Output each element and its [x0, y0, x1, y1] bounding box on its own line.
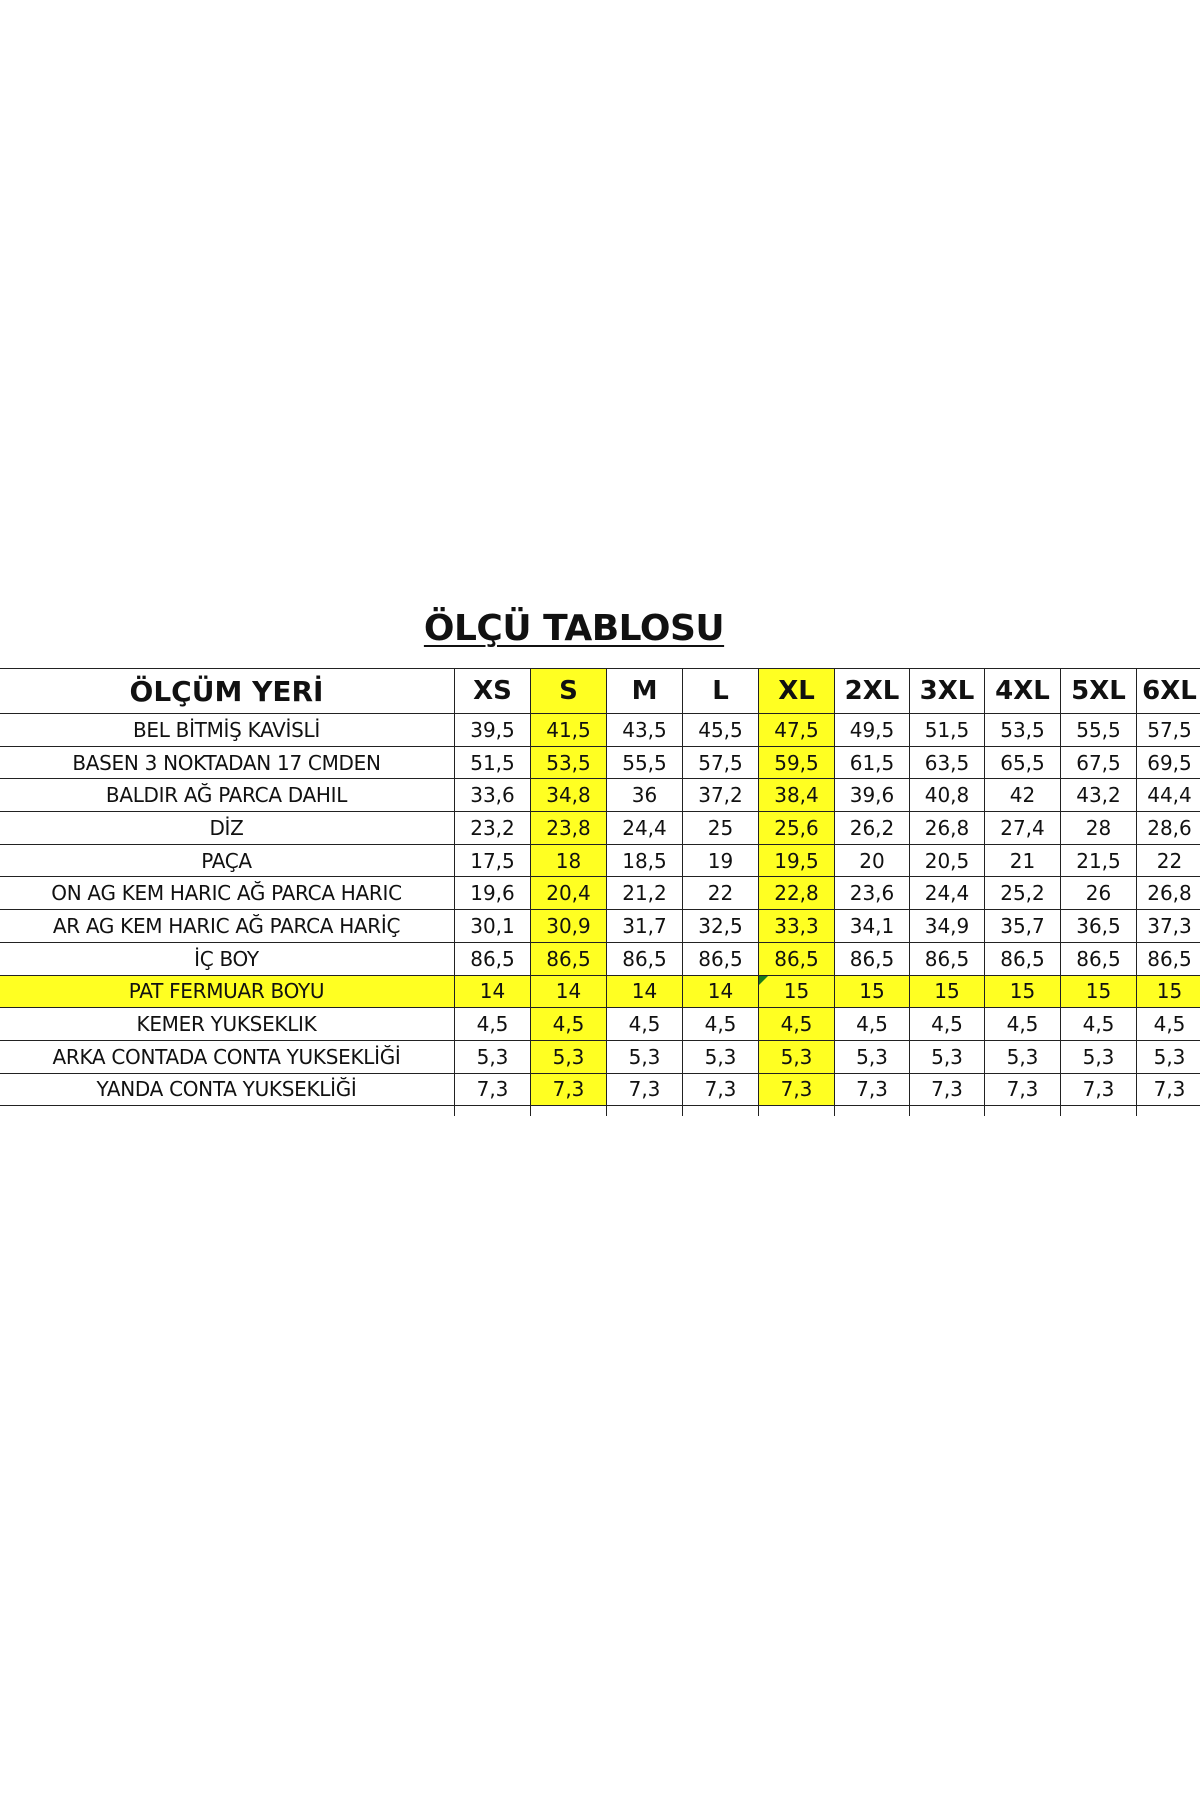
- column-header-m: M: [607, 669, 683, 714]
- table-cell-3xl: 26,8: [910, 812, 985, 845]
- table-cell-3xl: 24,4: [910, 877, 985, 910]
- table-cell-s: 23,8: [531, 812, 607, 845]
- table-cell-s: 4,5: [531, 1008, 607, 1041]
- table-cell-xs: 19,6: [455, 877, 531, 910]
- table-row: [0, 844, 1200, 877]
- table-cell-5xl: 4,5: [1061, 1008, 1137, 1041]
- table-cell-s: 34,8: [531, 779, 607, 812]
- table-cell-2xl: 34,1: [835, 910, 910, 943]
- table-cell-5xl: 15: [1061, 975, 1137, 1008]
- row-label: BASEN 3 NOKTADAN 17 CMDEN: [0, 746, 455, 779]
- table-row: [0, 910, 1200, 943]
- table-cell-m: 7,3: [607, 1073, 683, 1106]
- table-cell-3xl: 15: [910, 975, 985, 1008]
- table-cell-xl: 33,3: [759, 910, 835, 943]
- table-cell-3xl: 5,3: [910, 1040, 985, 1073]
- table-cell-xs: 39,5: [455, 714, 531, 747]
- table-cell-m: 21,2: [607, 877, 683, 910]
- table-cell-m: 14: [607, 975, 683, 1008]
- row-label: BEL BİTMİŞ KAVİSLİ: [0, 714, 455, 747]
- table-cell-4xl: 15: [985, 975, 1061, 1008]
- table-cell-xl: 59,5: [759, 746, 835, 779]
- table-row: [0, 1040, 1200, 1073]
- table-cell-s: 14: [531, 975, 607, 1008]
- row-label: BALDIR AĞ PARCA DAHIL: [0, 779, 455, 812]
- table-row: [0, 877, 1200, 910]
- table-tail-cell: [0, 1106, 455, 1117]
- column-header-4xl: 4XL: [985, 669, 1061, 714]
- table-cell-2xl: 86,5: [835, 942, 910, 975]
- table-row: [0, 714, 1200, 747]
- table-tail-cell: [531, 1106, 607, 1117]
- table-row: [0, 975, 1200, 1008]
- table-cell-s: 18: [531, 844, 607, 877]
- table-cell-5xl: 28: [1061, 812, 1137, 845]
- table-cell-xs: 23,2: [455, 812, 531, 845]
- table-cell-s: 30,9: [531, 910, 607, 943]
- table-cell-xl: 4,5: [759, 1008, 835, 1041]
- column-header-3xl: 3XL: [910, 669, 985, 714]
- table-cell-l: 19: [683, 844, 759, 877]
- table-cell-m: 86,5: [607, 942, 683, 975]
- table-body: [0, 714, 1200, 1117]
- table-cell-2xl: 61,5: [835, 746, 910, 779]
- table-cell-xs: 51,5: [455, 746, 531, 779]
- table-cell-xl: 5,3: [759, 1040, 835, 1073]
- row-label: PAT FERMUAR BOYU: [0, 975, 455, 1008]
- table-cell-xl: 47,5: [759, 714, 835, 747]
- table-cell-6xl: 5,3: [1137, 1040, 1200, 1073]
- table-row: [0, 1008, 1200, 1041]
- table-cell-s: 20,4: [531, 877, 607, 910]
- table-cell-5xl: 21,5: [1061, 844, 1137, 877]
- table-cell-5xl: 86,5: [1061, 942, 1137, 975]
- table-cell-2xl: 7,3: [835, 1073, 910, 1106]
- table-cell-4xl: 27,4: [985, 812, 1061, 845]
- table-cell-l: 7,3: [683, 1073, 759, 1106]
- table-cell-s: 53,5: [531, 746, 607, 779]
- table-cell-3xl: 4,5: [910, 1008, 985, 1041]
- table-cell-4xl: 4,5: [985, 1008, 1061, 1041]
- table-cell-3xl: 20,5: [910, 844, 985, 877]
- table-cell-4xl: 53,5: [985, 714, 1061, 747]
- column-header-label: ÖLÇÜM YERİ: [0, 669, 455, 714]
- table-cell-4xl: 5,3: [985, 1040, 1061, 1073]
- table-cell-6xl: 44,4: [1137, 779, 1200, 812]
- table-cell-l: 5,3: [683, 1040, 759, 1073]
- column-header-5xl: 5XL: [1061, 669, 1137, 714]
- table-cell-3xl: 63,5: [910, 746, 985, 779]
- table-cell-xs: 33,6: [455, 779, 531, 812]
- table-cell-2xl: 20: [835, 844, 910, 877]
- table-cell-l: 25: [683, 812, 759, 845]
- table-cell-xs: 14: [455, 975, 531, 1008]
- table-header-row: [0, 669, 1200, 714]
- table-cell-4xl: 86,5: [985, 942, 1061, 975]
- table-cell-4xl: 42: [985, 779, 1061, 812]
- row-label: PAÇA: [0, 844, 455, 877]
- table-cell-5xl: 43,2: [1061, 779, 1137, 812]
- table-tail-row: [0, 1106, 1200, 1117]
- table-cell-5xl: 5,3: [1061, 1040, 1137, 1073]
- table-tail-cell: [1061, 1106, 1137, 1117]
- table-cell-5xl: 7,3: [1061, 1073, 1137, 1106]
- table-cell-3xl: 40,8: [910, 779, 985, 812]
- table-cell-s: 5,3: [531, 1040, 607, 1073]
- table-tail-cell: [1137, 1106, 1200, 1117]
- table-cell-2xl: 49,5: [835, 714, 910, 747]
- table-cell-2xl: 15: [835, 975, 910, 1008]
- row-label: YANDA CONTA YUKSEKLİĞİ: [0, 1073, 455, 1106]
- table-tail-cell: [455, 1106, 531, 1117]
- table-cell-5xl: 67,5: [1061, 746, 1137, 779]
- table-cell-l: 14: [683, 975, 759, 1008]
- table-cell-s: 7,3: [531, 1073, 607, 1106]
- table-cell-m: 18,5: [607, 844, 683, 877]
- table-row: [0, 779, 1200, 812]
- table-cell-xs: 30,1: [455, 910, 531, 943]
- table-cell-m: 36: [607, 779, 683, 812]
- table-cell-xs: 7,3: [455, 1073, 531, 1106]
- table-cell-l: 86,5: [683, 942, 759, 975]
- table-cell-l: 22: [683, 877, 759, 910]
- row-label: ARKA CONTADA CONTA YUKSEKLİĞİ: [0, 1040, 455, 1073]
- table-tail-cell: [910, 1106, 985, 1117]
- table-cell-l: 32,5: [683, 910, 759, 943]
- column-header-2xl: 2XL: [835, 669, 910, 714]
- table-cell-xl: 25,6: [759, 812, 835, 845]
- column-header-s: S: [531, 669, 607, 714]
- table-cell-m: 31,7: [607, 910, 683, 943]
- table-tail-cell: [985, 1106, 1061, 1117]
- row-label: İÇ BOY: [0, 942, 455, 975]
- table-cell-4xl: 7,3: [985, 1073, 1061, 1106]
- table-cell-m: 55,5: [607, 746, 683, 779]
- table-cell-xl: 86,5: [759, 942, 835, 975]
- table-cell-6xl: 69,5: [1137, 746, 1200, 779]
- table-cell-m: 24,4: [607, 812, 683, 845]
- table-tail-cell: [759, 1106, 835, 1117]
- size-chart-table: [0, 668, 1200, 1116]
- table-cell-s: 41,5: [531, 714, 607, 747]
- table-cell-2xl: 23,6: [835, 877, 910, 910]
- table-cell-3xl: 86,5: [910, 942, 985, 975]
- table-cell-m: 5,3: [607, 1040, 683, 1073]
- table-row: [0, 812, 1200, 845]
- table-cell-2xl: 39,6: [835, 779, 910, 812]
- table-cell-l: 45,5: [683, 714, 759, 747]
- table-cell-6xl: 86,5: [1137, 942, 1200, 975]
- table-cell-5xl: 26: [1061, 877, 1137, 910]
- table-cell-2xl: 4,5: [835, 1008, 910, 1041]
- table-cell-l: 57,5: [683, 746, 759, 779]
- table-row: [0, 746, 1200, 779]
- table-cell-xl: 15: [759, 975, 835, 1008]
- table-cell-xs: 86,5: [455, 942, 531, 975]
- table-tail-cell: [683, 1106, 759, 1117]
- table-cell-xl: 38,4: [759, 779, 835, 812]
- table-cell-5xl: 55,5: [1061, 714, 1137, 747]
- table-cell-3xl: 34,9: [910, 910, 985, 943]
- table-cell-l: 37,2: [683, 779, 759, 812]
- table-cell-2xl: 5,3: [835, 1040, 910, 1073]
- table-cell-l: 4,5: [683, 1008, 759, 1041]
- table-cell-6xl: 7,3: [1137, 1073, 1200, 1106]
- table-cell-xs: 5,3: [455, 1040, 531, 1073]
- table-cell-s: 86,5: [531, 942, 607, 975]
- table-cell-6xl: 22: [1137, 844, 1200, 877]
- table-cell-4xl: 21: [985, 844, 1061, 877]
- row-label: AR AG KEM HARIC AĞ PARCA HARİÇ: [0, 910, 455, 943]
- table-row: [0, 942, 1200, 975]
- table-cell-4xl: 35,7: [985, 910, 1061, 943]
- table-tail-cell: [607, 1106, 683, 1117]
- table-cell-xl: 7,3: [759, 1073, 835, 1106]
- table-cell-xs: 17,5: [455, 844, 531, 877]
- column-header-6xl: 6XL: [1137, 669, 1200, 714]
- table-cell-5xl: 36,5: [1061, 910, 1137, 943]
- table-cell-6xl: 26,8: [1137, 877, 1200, 910]
- column-header-xs: XS: [455, 669, 531, 714]
- table-cell-xl: 19,5: [759, 844, 835, 877]
- table-cell-xs: 4,5: [455, 1008, 531, 1041]
- page-title: ÖLÇÜ TABLOSU: [423, 608, 725, 649]
- row-label: ON AG KEM HARIC AĞ PARCA HARIC: [0, 877, 455, 910]
- row-label: KEMER YUKSEKLIK: [0, 1008, 455, 1041]
- table-cell-2xl: 26,2: [835, 812, 910, 845]
- table-row: [0, 1073, 1200, 1106]
- table-cell-6xl: 57,5: [1137, 714, 1200, 747]
- table-cell-6xl: 37,3: [1137, 910, 1200, 943]
- table-cell-m: 4,5: [607, 1008, 683, 1041]
- table-cell-3xl: 51,5: [910, 714, 985, 747]
- table-cell-6xl: 28,6: [1137, 812, 1200, 845]
- table-cell-4xl: 25,2: [985, 877, 1061, 910]
- table-cell-xl: 22,8: [759, 877, 835, 910]
- table-cell-3xl: 7,3: [910, 1073, 985, 1106]
- row-label: DİZ: [0, 812, 455, 845]
- table-cell-m: 43,5: [607, 714, 683, 747]
- table-cell-6xl: 4,5: [1137, 1008, 1200, 1041]
- column-header-l: L: [683, 669, 759, 714]
- column-header-xl: XL: [759, 669, 835, 714]
- table-cell-4xl: 65,5: [985, 746, 1061, 779]
- table-cell-6xl: 15: [1137, 975, 1200, 1008]
- table-tail-cell: [835, 1106, 910, 1117]
